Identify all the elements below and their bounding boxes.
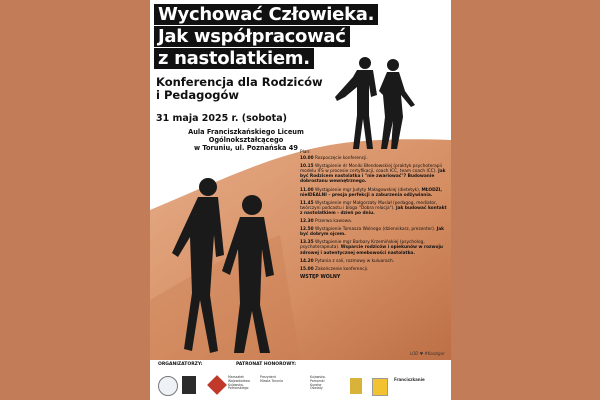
- item-topic: Jak budować kontakt z nastolatkiem - dzień po dniu.: [300, 205, 447, 216]
- patron-logo-curator: Kujawsko-Pomorski Kurator Oświaty: [310, 375, 326, 391]
- subtitle-line-1: Konferencja dla Rodziców: [156, 75, 323, 89]
- item-topic: Jak być Rodzicem nastolatka i "nie zwariować"? Budowanie dobrostanu wewnętrznego.: [300, 169, 446, 185]
- item-text: Wystąpienie Tomasza Wolnego (dziennikarz, prezenter).: [314, 227, 436, 233]
- organizer-logo-icon: [182, 376, 196, 394]
- franciscans-logo: Franciszkanie: [394, 377, 425, 382]
- plan-label: Plan:: [300, 150, 311, 155]
- title-line-2: Jak współpracować: [154, 26, 350, 47]
- diocese-crest-icon: [372, 378, 388, 396]
- conference-poster: [150, 0, 451, 400]
- title-line-3: z nastolatkiem.: [154, 48, 314, 69]
- item-time: 14.20: [300, 258, 314, 264]
- item-text: Wystąpienie mgr Judyty Małagowskiej (dietetyk),: [314, 187, 421, 193]
- item-text: Przerwa kawowa.: [314, 219, 353, 225]
- item-text: Zakończenie konferencji.: [314, 266, 369, 272]
- item-time: 11.00: [300, 187, 314, 193]
- item-time: 15.00: [300, 266, 314, 272]
- program-item: [300, 201, 448, 216]
- venue-line-1: Aula Franciszkańskiego Liceum: [188, 128, 304, 136]
- item-time: 12.30: [300, 219, 314, 225]
- patron-logo-torun: Prezydent Miasta Torunia: [260, 375, 284, 383]
- right-background-panel: [451, 0, 600, 400]
- venue-line-2: Ogólnokształcącego: [208, 136, 284, 144]
- program-item: [300, 188, 448, 198]
- program-item: [300, 259, 448, 264]
- subtitle-line-2: i Pedagogów: [156, 88, 240, 102]
- author-signature: LOD ♥ #Kaszlgor: [410, 351, 445, 356]
- coat-of-arms-icon: [350, 378, 362, 394]
- walking-people-silhouette: [170, 175, 290, 355]
- item-text: Rozpoczęcie konferencji.: [314, 156, 368, 162]
- program-item: [300, 267, 448, 272]
- program-item: [300, 164, 448, 184]
- item-topic: Wsparcie rodziców i opiekunów w rozwoju zdrowej i autentycznej emebowości nastolatka.: [300, 245, 443, 256]
- item-text: Wystąpienie mgr Barbary Krzemińskiej (psycholog, psychoterapeuta).: [300, 240, 425, 251]
- item-text: Pytania z sali, rozmowy w kuluarach.: [314, 258, 395, 264]
- organizers-label: ORGANIZATORZY:: [158, 362, 203, 367]
- item-text: Wystąpienie dr Moniki Błendowskiej (praktyk psychoterapii modelu IFS w procesie certyfikacji, coach ICC, team coach ICC).: [300, 164, 442, 175]
- item-text: Wystąpienie mgr Małgorzaty Musiał (pedagog, mediator, twórczyni podcastu i bloga "Dobra relacja").: [300, 200, 438, 211]
- item-time: 12.50: [300, 227, 314, 233]
- patron-logo-marshal: Marszałek Województwa Kujawsko-Pomorskiego: [228, 375, 250, 391]
- event-venue: [186, 128, 306, 152]
- free-entry-note: WSTĘP WOLNY: [300, 274, 341, 280]
- program-schedule: [300, 150, 448, 280]
- school-logo-icon: [158, 376, 178, 396]
- event-date: 31 maja 2025 r. (sobota): [156, 113, 287, 124]
- program-item: [300, 240, 448, 255]
- program-item: [300, 156, 448, 161]
- item-time: 13.35: [300, 240, 314, 246]
- patronage-label: PATRONAT HONOROWY:: [236, 362, 297, 367]
- program-item: [300, 219, 448, 224]
- venue-line-3: w Toruniu, ul. Poznańska 49: [194, 144, 298, 152]
- program-item: [300, 227, 448, 237]
- poster-subtitle: [156, 76, 323, 102]
- item-time: 10.15: [300, 164, 314, 170]
- item-time: 10.00: [300, 156, 314, 162]
- left-background-panel: [0, 0, 150, 400]
- item-time: 11.45: [300, 200, 314, 206]
- item-topic: Jak być dobrym ojcem.: [300, 227, 444, 238]
- title-line-1: Wychować Człowieka.: [154, 4, 378, 25]
- poster-title: [154, 4, 378, 70]
- item-topic: MŁODZI, nieIDEALNI – presja perfekcji a zaburzenia odżywiania.: [300, 187, 442, 198]
